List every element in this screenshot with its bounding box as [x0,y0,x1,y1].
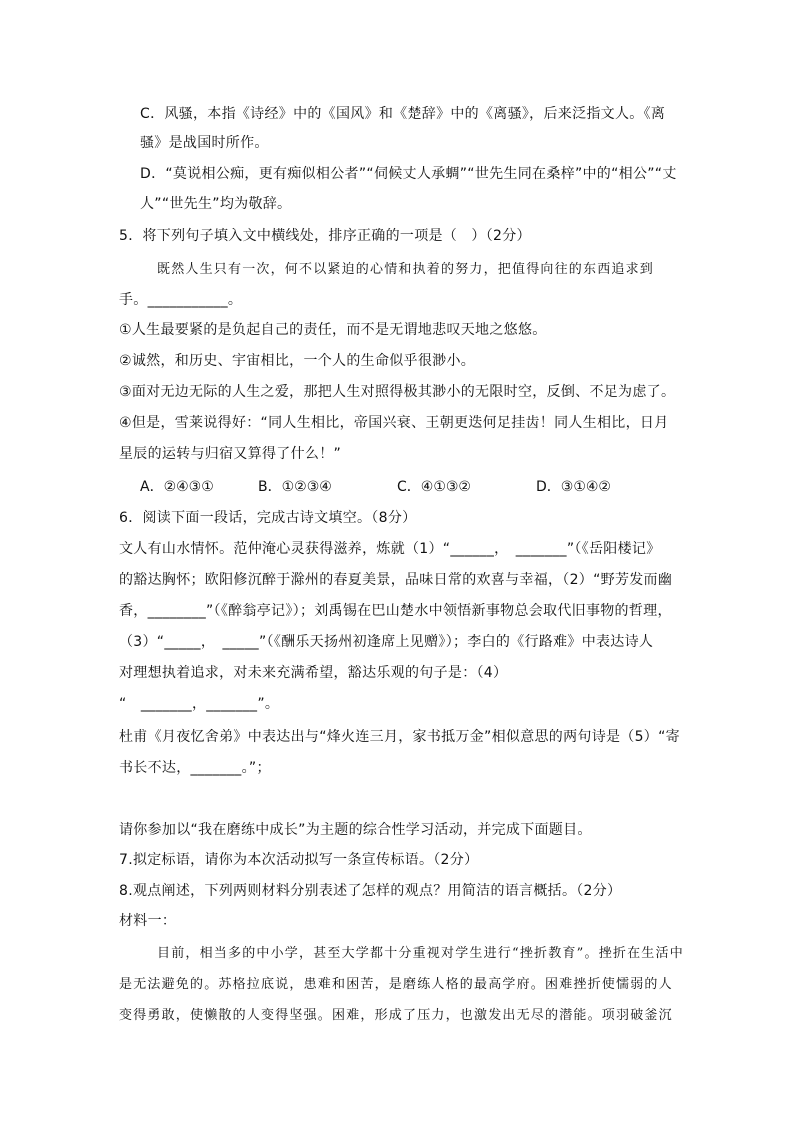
material-1-line2: 是无法避免的。苏格拉底说，患难和困苦，是磨练人格的最高学府。困难挫折使懦弱的人 [119,977,673,992]
q4-option-d-line2: 人”“世先生”均为敬辞。 [140,196,292,212]
q5-option-a: A．②④③① [140,479,214,495]
q7-title: 7.拟定标语，请你为本次活动拟写一条宣传标语。（2分） [119,852,479,868]
q6-line-8: 书长不达，_______。”； [119,760,271,776]
q5-passage-line2: 手。___________。 [119,292,243,308]
q5-option-d: D．③①④② [536,479,611,495]
q6-line-1: 文人有山水情怀。范仲淹心灵获得滋养，炼就（1）“______， _______”（《岳阳楼记》 [119,541,661,557]
q6-line-7: 杜甫《月夜忆舍弟》中表达出与“烽火连三月，家书抵万金”相似意思的两句诗是（5）“寄 [119,729,680,745]
material-1-label: 材料一： [119,913,177,929]
q5-sentence-2: ②诚然，和历史、宇宙相比，一个人的生命似乎很渺小。 [119,353,476,369]
q6-line-3: 香，________”（《醉翁亭记》）；刘禹锡在巴山楚水中领悟新事物总会取代旧事物的哲理， [119,603,672,619]
material-1-line1: 目前，相当多的中小学，甚至大学都十分重视对学生进行“挫折教育”。挫折在生活中 [157,946,684,961]
q8-title: 8.观点阐述，下列两则材料分别表述了怎样的观点？用简洁的语言概括。（2分） [119,883,622,899]
q6-line-6: “ _______，_______”。 [119,696,280,712]
q6-line-2: 的豁达胸怀；欧阳修沉醉于滁州的春夏美景，品味日常的欢喜与幸福，（2）“野芳发而幽 [119,572,673,588]
q5-sentence-1: ①人生最要紧的是负起自己的责任，而不是无谓地悲叹天地之悠悠。 [119,322,547,338]
material-1-line3: 变得勇敢，使懒散的人变得坚强。困难，形成了压力，也激发出无尽的潜能。项羽破釜沉 [119,1008,673,1023]
activity-intro: 请你参加以“我在磨练中成长”为主题的综合性学习活动，并完成下面题目。 [119,822,592,838]
q5-passage-line1: 既然人生只有一次，何不以紧迫的心情和执着的努力，把值得向往的东西追求到 [157,262,655,277]
q6-title: 6．阅读下面一段话，完成古诗文填空。（8分） [119,510,417,526]
q5-option-b: B．①②③④ [258,479,332,495]
q5-sentence-4-line2: 星辰的运转与归宿又算得了什么！” [119,446,342,462]
q5-sentence-3: ③面对无边无际的人生之爱，那把人生对照得极其渺小的无限时空，反倒、不足为虑了。 [119,384,676,400]
q5-sentence-4-line1: ④但是，雪莱说得好：“同人生相比，帝国兴衰、王朝更迭何足挂齿！同人生相比，日月 [119,415,669,431]
q6-line-5: 对理想执着追求，对未来充满希望，豁达乐观的句子是：（4） [119,665,508,681]
q4-option-c-line1: C．风骚，本指《诗经》中的《国风》和《楚辞》中的《离骚》，后来泛指文人。《离 [140,106,666,122]
q4-option-c-line2: 骚》是战国时所作。 [140,135,269,151]
q5-title: 5．将下列句子填入文中横线处，排序正确的一项是（ ）（2分） [119,228,531,244]
q5-option-c: C．④①③② [397,479,471,495]
q6-line-4: （3）“_____， _____”（《酬乐天扬州初逢席上见赠》）；李白的《行路难》中表达诗人 [119,634,654,650]
q4-option-d-line1: D．“莫说相公痴，更有痴似相公者”“伺候丈人承蜩”“世先生同在桑梓”中的“相公”“丈 [140,166,677,182]
